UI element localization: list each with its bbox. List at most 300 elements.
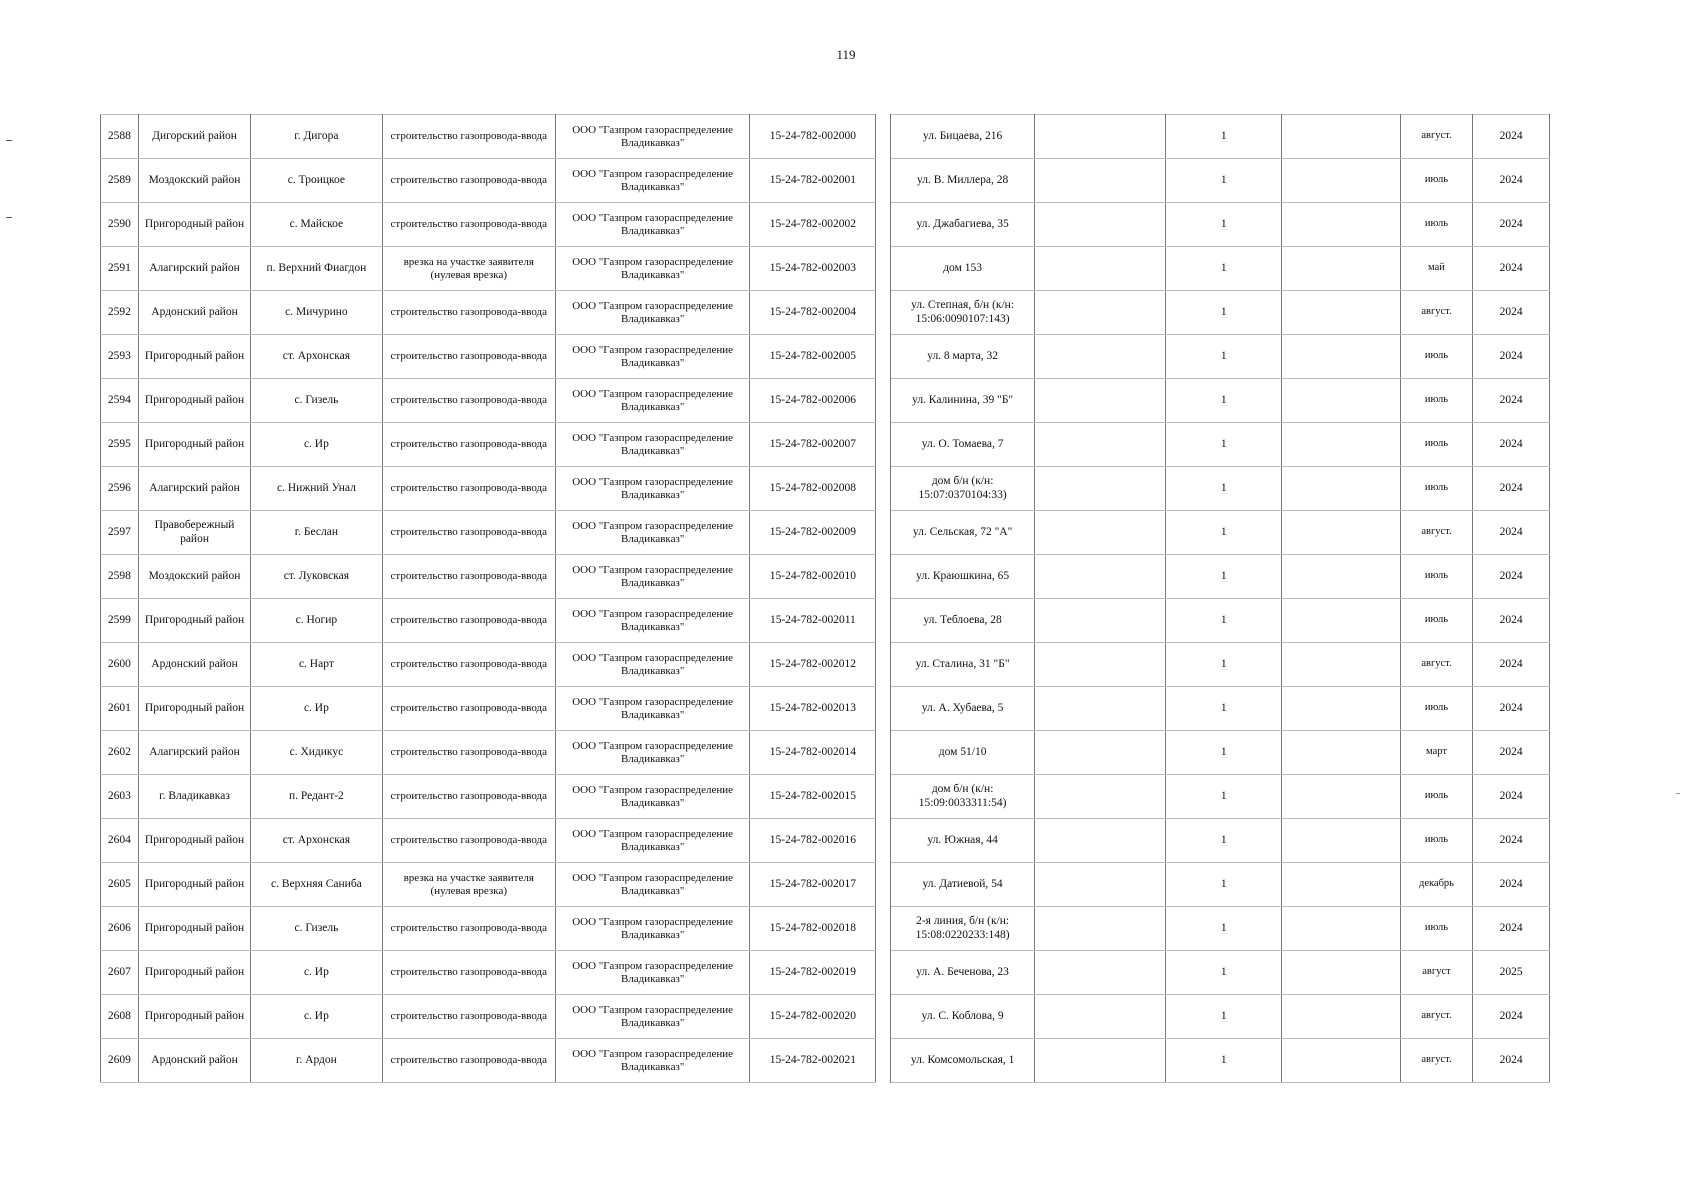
table-row — [101, 467, 1550, 511]
district-cell: Алагирский район — [138, 247, 250, 291]
quantity-cell: 1 — [1166, 731, 1282, 775]
work-type-cell: строительство газопровода-ввода — [382, 687, 555, 731]
empty-cell — [1035, 995, 1166, 1039]
month-cell: июль — [1400, 775, 1473, 819]
row-number: 2597 — [101, 511, 139, 555]
empty-cell — [1282, 687, 1401, 731]
table-row — [101, 159, 1550, 203]
row-number: 2599 — [101, 599, 139, 643]
quantity-cell: 1 — [1166, 115, 1282, 159]
work-type-cell: строительство газопровода-ввода — [382, 643, 555, 687]
organization-cell: ООО "Газпром газораспределение Владикавказ" — [555, 599, 749, 643]
district-cell: Пригородный район — [138, 995, 250, 1039]
district-cell: Моздокский район — [138, 555, 250, 599]
register-table-wrapper — [100, 114, 1550, 1083]
empty-cell — [1282, 291, 1401, 335]
month-cell: июль — [1400, 819, 1473, 863]
address-cell: ул. Бицаева, 216 — [891, 115, 1035, 159]
district-cell: Пригородный район — [138, 951, 250, 995]
row-number: 2606 — [101, 907, 139, 951]
row-number: 2589 — [101, 159, 139, 203]
empty-cell — [1282, 467, 1401, 511]
column-gap — [876, 203, 891, 247]
organization-cell: ООО "Газпром газораспределение Владикавказ" — [555, 467, 749, 511]
quantity-cell: 1 — [1166, 335, 1282, 379]
district-cell: Пригородный район — [138, 819, 250, 863]
month-cell: июль — [1400, 335, 1473, 379]
work-type-cell: строительство газопровода-ввода — [382, 819, 555, 863]
application-code-cell: 15-24-782-002015 — [750, 775, 876, 819]
quantity-cell: 1 — [1166, 379, 1282, 423]
quantity-cell: 1 — [1166, 423, 1282, 467]
work-type-cell: строительство газопровода-ввода — [382, 511, 555, 555]
address-cell: ул. А. Беченова, 23 — [891, 951, 1035, 995]
column-gap — [876, 115, 891, 159]
column-gap — [876, 379, 891, 423]
table-row — [101, 115, 1550, 159]
work-type-cell: строительство газопровода-ввода — [382, 379, 555, 423]
locality-cell: с. Гизель — [251, 379, 382, 423]
quantity-cell: 1 — [1166, 775, 1282, 819]
empty-cell — [1035, 379, 1166, 423]
address-cell: дом 51/10 — [891, 731, 1035, 775]
work-type-cell: строительство газопровода-ввода — [382, 599, 555, 643]
year-cell: 2024 — [1473, 115, 1550, 159]
application-code-cell: 15-24-782-002005 — [750, 335, 876, 379]
organization-cell: ООО "Газпром газораспределение Владикавказ" — [555, 115, 749, 159]
district-cell: Пригородный район — [138, 423, 250, 467]
month-cell: август. — [1400, 1039, 1473, 1083]
table-row — [101, 775, 1550, 819]
row-number: 2590 — [101, 203, 139, 247]
column-gap — [876, 731, 891, 775]
quantity-cell: 1 — [1166, 203, 1282, 247]
application-code-cell: 15-24-782-002007 — [750, 423, 876, 467]
organization-cell: ООО "Газпром газораспределение Владикавказ" — [555, 555, 749, 599]
row-number: 2596 — [101, 467, 139, 511]
application-code-cell: 15-24-782-002019 — [750, 951, 876, 995]
table-row — [101, 863, 1550, 907]
empty-cell — [1282, 159, 1401, 203]
organization-cell: ООО "Газпром газораспределение Владикавказ" — [555, 423, 749, 467]
locality-cell: с. Мичурино — [251, 291, 382, 335]
organization-cell: ООО "Газпром газораспределение Владикавказ" — [555, 1039, 749, 1083]
organization-cell: ООО "Газпром газораспределение Владикавказ" — [555, 159, 749, 203]
organization-cell: ООО "Газпром газораспределение Владикавказ" — [555, 775, 749, 819]
locality-cell: ст. Архонская — [251, 335, 382, 379]
column-gap — [876, 643, 891, 687]
work-type-cell: врезка на участке заявителя (нулевая врезка) — [382, 863, 555, 907]
empty-cell — [1282, 379, 1401, 423]
row-number: 2593 — [101, 335, 139, 379]
page-number: 119 — [836, 47, 856, 62]
row-number: 2608 — [101, 995, 139, 1039]
year-cell: 2024 — [1473, 731, 1550, 775]
row-number: 2588 — [101, 115, 139, 159]
locality-cell: п. Редант-2 — [251, 775, 382, 819]
address-cell: ул. В. Миллера, 28 — [891, 159, 1035, 203]
address-cell: ул. Джабагиева, 35 — [891, 203, 1035, 247]
work-type-cell: строительство газопровода-ввода — [382, 731, 555, 775]
application-code-cell: 15-24-782-002018 — [750, 907, 876, 951]
locality-cell: ст. Луковская — [251, 555, 382, 599]
organization-cell: ООО "Газпром газораспределение Владикавказ" — [555, 203, 749, 247]
locality-cell: с. Ир — [251, 995, 382, 1039]
year-cell: 2024 — [1473, 555, 1550, 599]
year-cell: 2024 — [1473, 863, 1550, 907]
column-gap — [876, 819, 891, 863]
row-number: 2592 — [101, 291, 139, 335]
locality-cell: с. Майское — [251, 203, 382, 247]
row-number: 2595 — [101, 423, 139, 467]
application-code-cell: 15-24-782-002021 — [750, 1039, 876, 1083]
quantity-cell: 1 — [1166, 995, 1282, 1039]
year-cell: 2024 — [1473, 995, 1550, 1039]
locality-cell: г. Беслан — [251, 511, 382, 555]
month-cell: август — [1400, 951, 1473, 995]
organization-cell: ООО "Газпром газораспределение Владикавказ" — [555, 907, 749, 951]
column-gap — [876, 863, 891, 907]
organization-cell: ООО "Газпром газораспределение Владикавказ" — [555, 819, 749, 863]
empty-cell — [1282, 555, 1401, 599]
table-row — [101, 247, 1550, 291]
empty-cell — [1282, 643, 1401, 687]
empty-cell — [1035, 599, 1166, 643]
application-code-cell: 15-24-782-002003 — [750, 247, 876, 291]
address-cell: дом 153 — [891, 247, 1035, 291]
month-cell: июль — [1400, 423, 1473, 467]
row-number: 2604 — [101, 819, 139, 863]
locality-cell: с. Нижний Унал — [251, 467, 382, 511]
district-cell: Пригородный район — [138, 599, 250, 643]
table-row — [101, 335, 1550, 379]
column-gap — [876, 335, 891, 379]
address-cell: ул. Краюшкина, 65 — [891, 555, 1035, 599]
empty-cell — [1282, 995, 1401, 1039]
year-cell: 2024 — [1473, 159, 1550, 203]
organization-cell: ООО "Газпром газораспределение Владикавказ" — [555, 291, 749, 335]
work-type-cell: строительство газопровода-ввода — [382, 775, 555, 819]
year-cell: 2024 — [1473, 599, 1550, 643]
district-cell: Пригородный район — [138, 907, 250, 951]
row-number: 2601 — [101, 687, 139, 731]
empty-cell — [1282, 907, 1401, 951]
locality-cell: с. Ир — [251, 423, 382, 467]
quantity-cell: 1 — [1166, 863, 1282, 907]
empty-cell — [1282, 599, 1401, 643]
locality-cell: г. Ардон — [251, 1039, 382, 1083]
quantity-cell: 1 — [1166, 555, 1282, 599]
district-cell: Моздокский район — [138, 159, 250, 203]
application-code-cell: 15-24-782-002001 — [750, 159, 876, 203]
district-cell: Пригородный район — [138, 863, 250, 907]
empty-cell — [1035, 467, 1166, 511]
register-rows — [101, 115, 1550, 1083]
table-row — [101, 291, 1550, 335]
locality-cell: с. Хидикус — [251, 731, 382, 775]
year-cell: 2024 — [1473, 819, 1550, 863]
work-type-cell: строительство газопровода-ввода — [382, 951, 555, 995]
year-cell: 2024 — [1473, 247, 1550, 291]
district-cell: Пригородный район — [138, 379, 250, 423]
work-type-cell: строительство газопровода-ввода — [382, 907, 555, 951]
application-code-cell: 15-24-782-002020 — [750, 995, 876, 1039]
empty-cell — [1282, 951, 1401, 995]
month-cell: август. — [1400, 115, 1473, 159]
month-cell: декабрь — [1400, 863, 1473, 907]
district-cell: Правобережный район — [138, 511, 250, 555]
column-gap — [876, 775, 891, 819]
row-number: 2602 — [101, 731, 139, 775]
address-cell: ул. Комсомольская, 1 — [891, 1039, 1035, 1083]
address-cell: ул. С. Коблова, 9 — [891, 995, 1035, 1039]
empty-cell — [1035, 687, 1166, 731]
empty-cell — [1035, 555, 1166, 599]
year-cell: 2024 — [1473, 467, 1550, 511]
year-cell: 2024 — [1473, 423, 1550, 467]
application-code-cell: 15-24-782-002017 — [750, 863, 876, 907]
empty-cell — [1035, 863, 1166, 907]
row-number: 2600 — [101, 643, 139, 687]
register-table — [100, 114, 1550, 1083]
application-code-cell: 15-24-782-002008 — [750, 467, 876, 511]
year-cell: 2024 — [1473, 907, 1550, 951]
district-cell: г. Владикавказ — [138, 775, 250, 819]
margin-mark — [1676, 793, 1680, 794]
row-number: 2609 — [101, 1039, 139, 1083]
address-cell: ул. Сталина, 31 "Б" — [891, 643, 1035, 687]
empty-cell — [1035, 643, 1166, 687]
address-cell: ул. Датиевой, 54 — [891, 863, 1035, 907]
locality-cell: с. Троицкое — [251, 159, 382, 203]
address-cell: дом б/н (к/н: 15:09:0033311:54) — [891, 775, 1035, 819]
month-cell: июль — [1400, 687, 1473, 731]
table-row — [101, 1039, 1550, 1083]
district-cell: Пригородный район — [138, 203, 250, 247]
work-type-cell: строительство газопровода-ввода — [382, 291, 555, 335]
empty-cell — [1035, 907, 1166, 951]
table-row — [101, 643, 1550, 687]
empty-cell — [1035, 819, 1166, 863]
address-cell: ул. Сельская, 72 "А" — [891, 511, 1035, 555]
year-cell: 2024 — [1473, 643, 1550, 687]
empty-cell — [1035, 247, 1166, 291]
address-cell: 2-я линия, б/н (к/н: 15:08:0220233:148) — [891, 907, 1035, 951]
month-cell: июль — [1400, 467, 1473, 511]
application-code-cell: 15-24-782-002014 — [750, 731, 876, 775]
empty-cell — [1282, 511, 1401, 555]
quantity-cell: 1 — [1166, 467, 1282, 511]
empty-cell — [1035, 511, 1166, 555]
application-code-cell: 15-24-782-002006 — [750, 379, 876, 423]
table-row — [101, 379, 1550, 423]
work-type-cell: строительство газопровода-ввода — [382, 555, 555, 599]
table-row — [101, 819, 1550, 863]
empty-cell — [1282, 203, 1401, 247]
empty-cell — [1282, 863, 1401, 907]
district-cell: Ардонский район — [138, 291, 250, 335]
empty-cell — [1282, 819, 1401, 863]
column-gap — [876, 511, 891, 555]
quantity-cell: 1 — [1166, 247, 1282, 291]
quantity-cell: 1 — [1166, 907, 1282, 951]
year-cell: 2025 — [1473, 951, 1550, 995]
year-cell: 2024 — [1473, 775, 1550, 819]
empty-cell — [1035, 1039, 1166, 1083]
table-row — [101, 555, 1550, 599]
organization-cell: ООО "Газпром газораспределение Владикавказ" — [555, 379, 749, 423]
month-cell: август. — [1400, 291, 1473, 335]
work-type-cell: строительство газопровода-ввода — [382, 423, 555, 467]
organization-cell: ООО "Газпром газораспределение Владикавказ" — [555, 511, 749, 555]
margin-mark — [6, 217, 12, 218]
locality-cell: с. Гизель — [251, 907, 382, 951]
column-gap — [876, 555, 891, 599]
empty-cell — [1035, 731, 1166, 775]
organization-cell: ООО "Газпром газораспределение Владикавказ" — [555, 995, 749, 1039]
organization-cell: ООО "Газпром газораспределение Владикавказ" — [555, 247, 749, 291]
district-cell: Алагирский район — [138, 467, 250, 511]
empty-cell — [1282, 1039, 1401, 1083]
organization-cell: ООО "Газпром газораспределение Владикавказ" — [555, 687, 749, 731]
empty-cell — [1035, 159, 1166, 203]
empty-cell — [1035, 115, 1166, 159]
organization-cell: ООО "Газпром газораспределение Владикавказ" — [555, 335, 749, 379]
column-gap — [876, 951, 891, 995]
work-type-cell: строительство газопровода-ввода — [382, 467, 555, 511]
organization-cell: ООО "Газпром газораспределение Владикавказ" — [555, 643, 749, 687]
month-cell: июль — [1400, 555, 1473, 599]
work-type-cell: строительство газопровода-ввода — [382, 203, 555, 247]
locality-cell: ст. Архонская — [251, 819, 382, 863]
application-code-cell: 15-24-782-002016 — [750, 819, 876, 863]
address-cell: ул. Южная, 44 — [891, 819, 1035, 863]
district-cell: Алагирский район — [138, 731, 250, 775]
locality-cell: с. Ногир — [251, 599, 382, 643]
column-gap — [876, 995, 891, 1039]
quantity-cell: 1 — [1166, 687, 1282, 731]
column-gap — [876, 599, 891, 643]
work-type-cell: строительство газопровода-ввода — [382, 115, 555, 159]
row-number: 2603 — [101, 775, 139, 819]
address-cell: ул. Степная, б/н (к/н: 15:06:0090107:143) — [891, 291, 1035, 335]
month-cell: август. — [1400, 995, 1473, 1039]
district-cell: Пригородный район — [138, 335, 250, 379]
month-cell: июль — [1400, 907, 1473, 951]
year-cell: 2024 — [1473, 687, 1550, 731]
month-cell: май — [1400, 247, 1473, 291]
locality-cell: с. Нарт — [251, 643, 382, 687]
month-cell: март — [1400, 731, 1473, 775]
application-code-cell: 15-24-782-002010 — [750, 555, 876, 599]
quantity-cell: 1 — [1166, 819, 1282, 863]
month-cell: июль — [1400, 599, 1473, 643]
application-code-cell: 15-24-782-002002 — [750, 203, 876, 247]
quantity-cell: 1 — [1166, 643, 1282, 687]
empty-cell — [1282, 247, 1401, 291]
work-type-cell: строительство газопровода-ввода — [382, 335, 555, 379]
empty-cell — [1282, 423, 1401, 467]
row-number: 2594 — [101, 379, 139, 423]
application-code-cell: 15-24-782-002011 — [750, 599, 876, 643]
application-code-cell: 15-24-782-002000 — [750, 115, 876, 159]
column-gap — [876, 907, 891, 951]
work-type-cell: строительство газопровода-ввода — [382, 1039, 555, 1083]
organization-cell: ООО "Газпром газораспределение Владикавказ" — [555, 731, 749, 775]
table-row — [101, 995, 1550, 1039]
empty-cell — [1282, 775, 1401, 819]
margin-mark — [6, 140, 12, 141]
address-cell: ул. О. Томаева, 7 — [891, 423, 1035, 467]
empty-cell — [1035, 423, 1166, 467]
column-gap — [876, 159, 891, 203]
district-cell: Пригородный район — [138, 687, 250, 731]
quantity-cell: 1 — [1166, 951, 1282, 995]
district-cell: Дигорский район — [138, 115, 250, 159]
row-number: 2598 — [101, 555, 139, 599]
locality-cell: с. Верхняя Саниба — [251, 863, 382, 907]
year-cell: 2024 — [1473, 335, 1550, 379]
locality-cell: г. Дигора — [251, 115, 382, 159]
locality-cell: п. Верхний Фиагдон — [251, 247, 382, 291]
column-gap — [876, 247, 891, 291]
column-gap — [876, 467, 891, 511]
district-cell: Ардонский район — [138, 643, 250, 687]
district-cell: Ардонский район — [138, 1039, 250, 1083]
year-cell: 2024 — [1473, 291, 1550, 335]
year-cell: 2024 — [1473, 1039, 1550, 1083]
organization-cell: ООО "Газпром газораспределение Владикавказ" — [555, 951, 749, 995]
table-row — [101, 423, 1550, 467]
table-row — [101, 203, 1550, 247]
application-code-cell: 15-24-782-002004 — [750, 291, 876, 335]
column-gap — [876, 1039, 891, 1083]
month-cell: август. — [1400, 643, 1473, 687]
month-cell: август. — [1400, 511, 1473, 555]
work-type-cell: строительство газопровода-ввода — [382, 995, 555, 1039]
quantity-cell: 1 — [1166, 291, 1282, 335]
column-gap — [876, 423, 891, 467]
quantity-cell: 1 — [1166, 1039, 1282, 1083]
work-type-cell: строительство газопровода-ввода — [382, 159, 555, 203]
locality-cell: с. Ир — [251, 951, 382, 995]
empty-cell — [1282, 731, 1401, 775]
empty-cell — [1035, 291, 1166, 335]
year-cell: 2024 — [1473, 203, 1550, 247]
table-row — [101, 951, 1550, 995]
empty-cell — [1035, 775, 1166, 819]
month-cell: июль — [1400, 159, 1473, 203]
table-row — [101, 687, 1550, 731]
table-row — [101, 511, 1550, 555]
table-row — [101, 599, 1550, 643]
address-cell: ул. А. Хубаева, 5 — [891, 687, 1035, 731]
empty-cell — [1035, 335, 1166, 379]
address-cell: ул. 8 марта, 32 — [891, 335, 1035, 379]
row-number: 2607 — [101, 951, 139, 995]
application-code-cell: 15-24-782-002012 — [750, 643, 876, 687]
row-number: 2605 — [101, 863, 139, 907]
address-cell: дом б/н (к/н: 15:07:0370104:33) — [891, 467, 1035, 511]
month-cell: июль — [1400, 203, 1473, 247]
quantity-cell: 1 — [1166, 159, 1282, 203]
column-gap — [876, 291, 891, 335]
address-cell: ул. Теблоева, 28 — [891, 599, 1035, 643]
address-cell: ул. Калинина, 39 "Б" — [891, 379, 1035, 423]
application-code-cell: 15-24-782-002013 — [750, 687, 876, 731]
year-cell: 2024 — [1473, 379, 1550, 423]
quantity-cell: 1 — [1166, 599, 1282, 643]
